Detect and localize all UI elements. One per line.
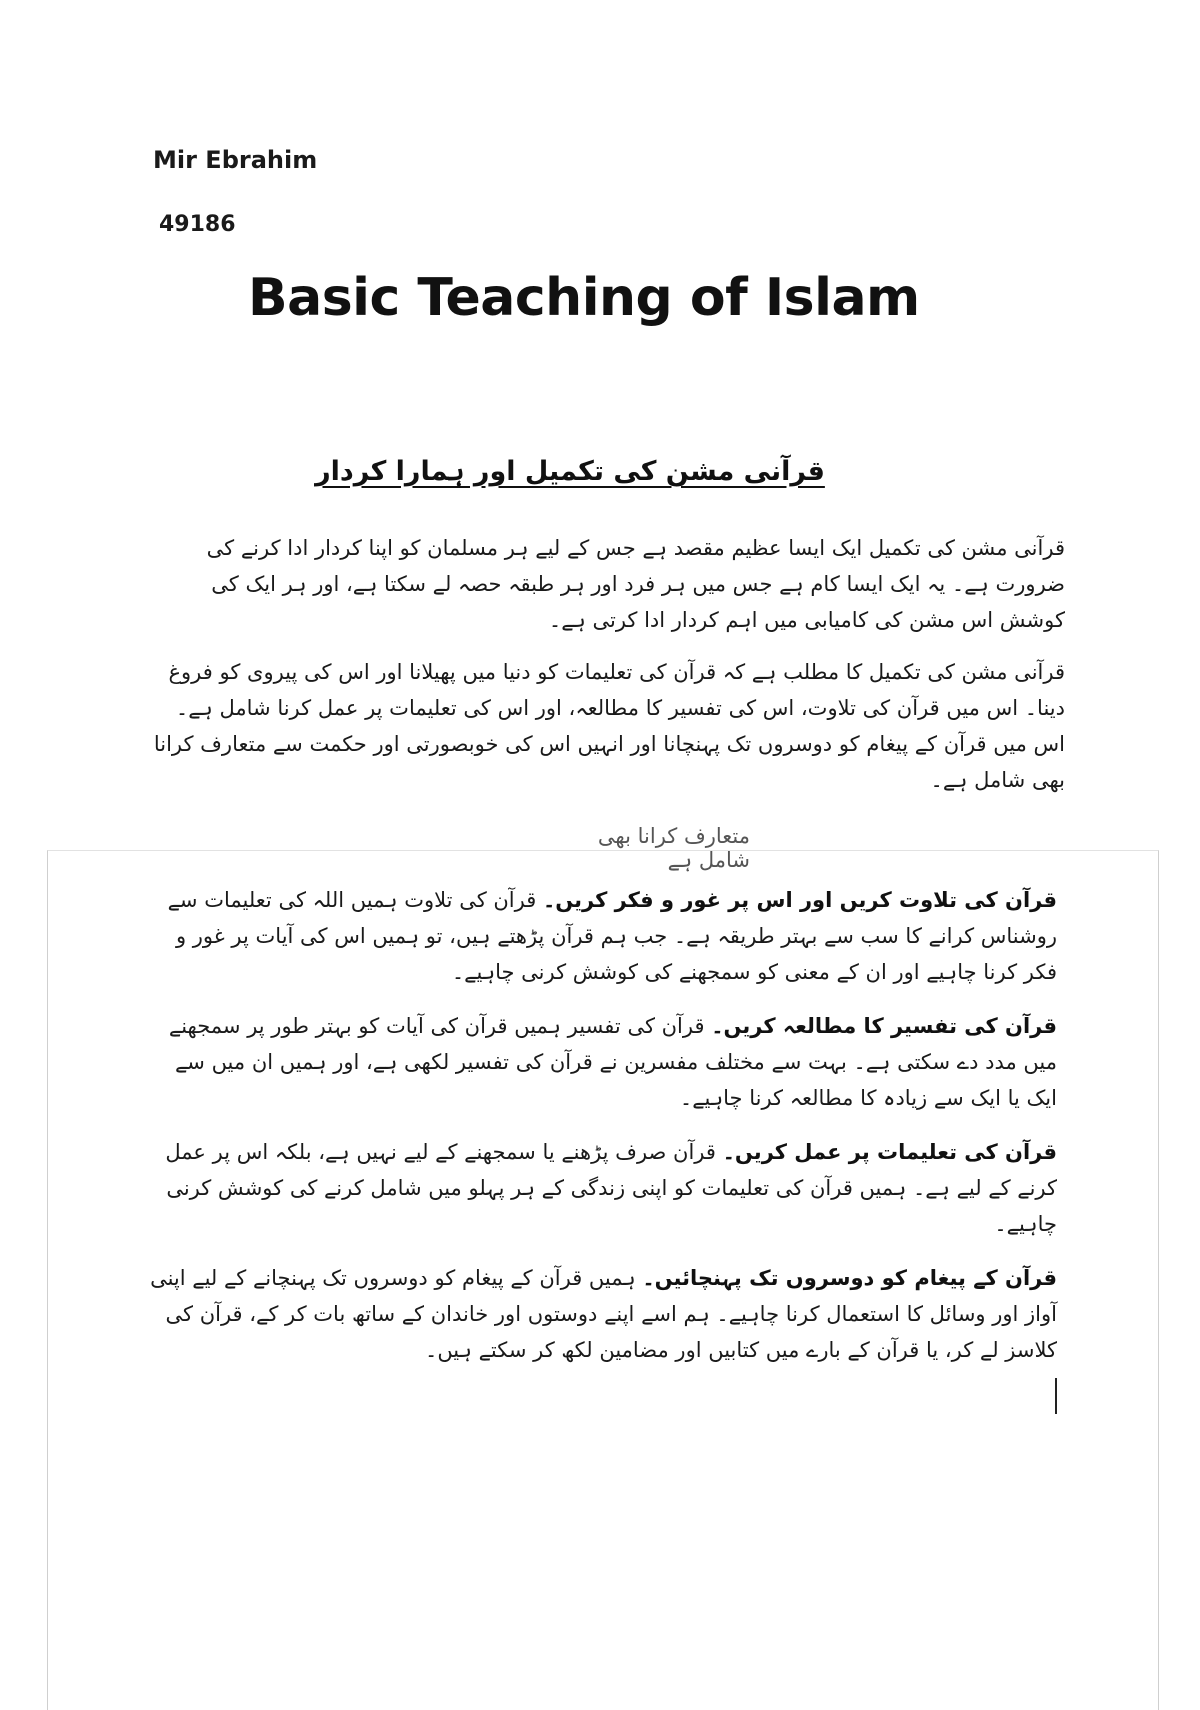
points-text-block[interactable] — [145, 882, 1057, 1386]
list-item — [145, 1008, 1057, 1116]
intro-paragraph: قرآنی مشن کی تکمیل ایک ایسا عظیم مقصد ہے جس کے لیے ہر مسلمان کو اپنا کردار ادا کرنے کی ضرورت ہے۔ یہ ایک ایسا کام ہے جس میں ہر فرد اور ہر طبقہ حصہ لے سکتا ہے، اور ہر ایک کی کوشش اس مشن کی کامیابی میں اہم کردار ادا کرتی ہے۔ — [206, 536, 1065, 632]
point-title: قرآن کے پیغام کو دوسروں تک پہنچائیں۔ — [642, 1266, 1057, 1290]
list-item — [145, 882, 1057, 990]
intro-paragraph: قرآنی مشن کی تکمیل کا مطلب ہے کہ قرآن کی تعلیمات کو دنیا میں پھیلانا اور اس کی پیروی کو فروغ دینا۔ اس میں قرآن کی تلاوت، اس کی تفسیر کا مطالعہ، اور اس کی تعلیمات پر عمل کرنا شامل ہے۔ اس میں قرآن کے پیغام کو دوسروں تک پہنچانا اور انہیں اس کی خوبصورتی اور حکمت سے متعارف کرانا بھی شامل ہے۔ — [153, 660, 1065, 792]
clipped-text-line: متعارف کرانا بھی شامل ہے — [597, 824, 750, 872]
document-title: Basic Teaching of Islam — [248, 268, 920, 328]
point-text: ہمیں قرآن کے پیغام کو دوسروں تک پہنچانے کے لیے اپنی آواز اور وسائل کا استعمال کرنا چاہیے۔ ہم اسے اپنے دوستوں اور خاندان کے ساتھ بات کر کے، قرآن کی کلاسز لے کر، یا قرآن کے بارے میں کتابیں اور مضامین لکھ کر سکتے ہیں۔ — [150, 1266, 1057, 1362]
point-title: قرآن کی تفسیر کا مطالعہ کریں۔ — [711, 1014, 1057, 1038]
list-item — [145, 1260, 1057, 1368]
text-cursor — [1055, 1378, 1057, 1414]
intro-text-block — [145, 530, 1065, 814]
point-text: قرآن کی تفسیر ہمیں قرآن کی آیات کو بہتر طور پر سمجھنے میں مدد دے سکتی ہے۔ بہت سے مختلف مفسرین نے قرآن کی تفسیر لکھی ہے، اور ہمیں ان میں سے ایک یا ایک سے زیادہ کا مطالعہ کرنا چاہیے۔ — [168, 1014, 1057, 1110]
student-id: 49186 — [159, 212, 236, 237]
point-title: قرآن کی تعلیمات پر عمل کریں۔ — [722, 1140, 1057, 1164]
author-name: Mir Ebrahim — [153, 146, 318, 174]
urdu-section-heading: قرآنی مشن کی تکمیل اور ہمارا کردار — [315, 456, 825, 487]
list-item — [145, 1134, 1057, 1242]
point-text: قرآن صرف پڑھنے یا سمجھنے کے لیے نہیں ہے، بلکہ اس پر عمل کرنے کے لیے ہے۔ ہمیں قرآن کی تعلیمات کو اپنی زندگی کے ہر پہلو میں شامل کرنے کی کوشش کرنی چاہیے۔ — [165, 1140, 1057, 1236]
point-text: قرآن کی تلاوت ہمیں اللہ کی تعلیمات سے روشناس کرانے کا سب سے بہتر طریقہ ہے۔ جب ہم قرآن پڑھتے ہیں، تو ہمیں اس کی آیات پر غور و فکر کرنا چاہیے اور ان کے معنی کو سمجھنے کی کوشش کرنی چاہیے۔ — [167, 888, 1057, 984]
point-title: قرآن کی تلاوت کریں اور اس پر غور و فکر کریں۔ — [542, 888, 1057, 912]
